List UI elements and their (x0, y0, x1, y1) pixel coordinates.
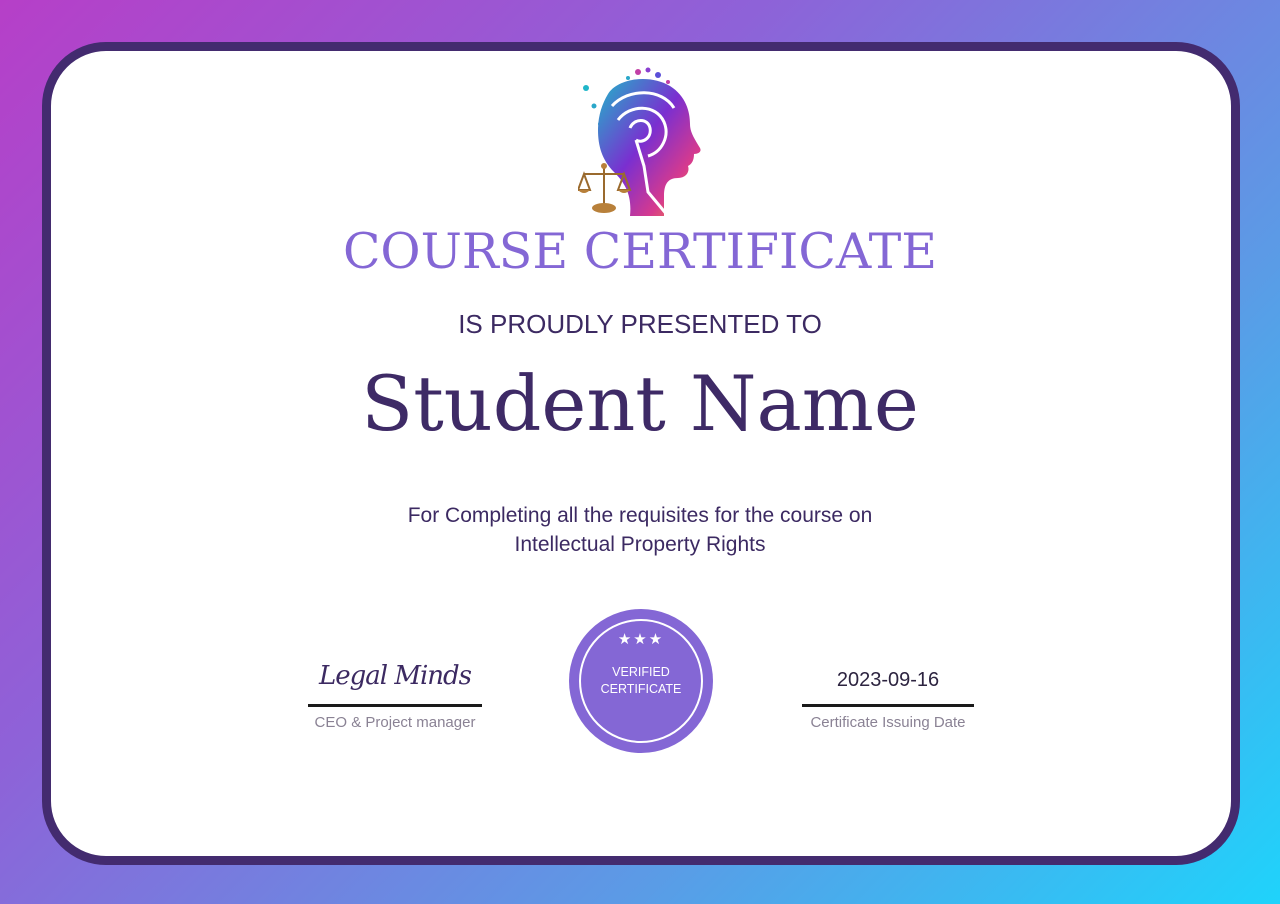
seal-line-1: VERIFIED (612, 665, 670, 679)
seal-line-2: CERTIFICATE (600, 682, 682, 696)
head-profile-scales-logo-icon (578, 66, 704, 218)
signature: Legal Minds (318, 661, 472, 691)
description-line-1: For Completing all the requisites for the course on (407, 504, 873, 527)
signature-caption: CEO & Project manager (314, 714, 476, 731)
issue-date: 2023-09-16 (836, 669, 940, 691)
certificate-title: COURSE CERTIFICATE (342, 223, 938, 280)
verified-seal (569, 609, 713, 753)
signature-line (308, 704, 482, 707)
course-description (0, 501, 1280, 559)
date-line (802, 704, 974, 707)
seal-text (569, 664, 713, 698)
student-name: Student Name (361, 359, 919, 448)
issue-date-caption: Certificate Issuing Date (810, 714, 966, 731)
star-icons: ★★★ (617, 630, 665, 648)
description-line-2: Intellectual Property Rights (514, 533, 766, 556)
presented-to-text: IS PROUDLY PRESENTED TO (458, 309, 822, 339)
